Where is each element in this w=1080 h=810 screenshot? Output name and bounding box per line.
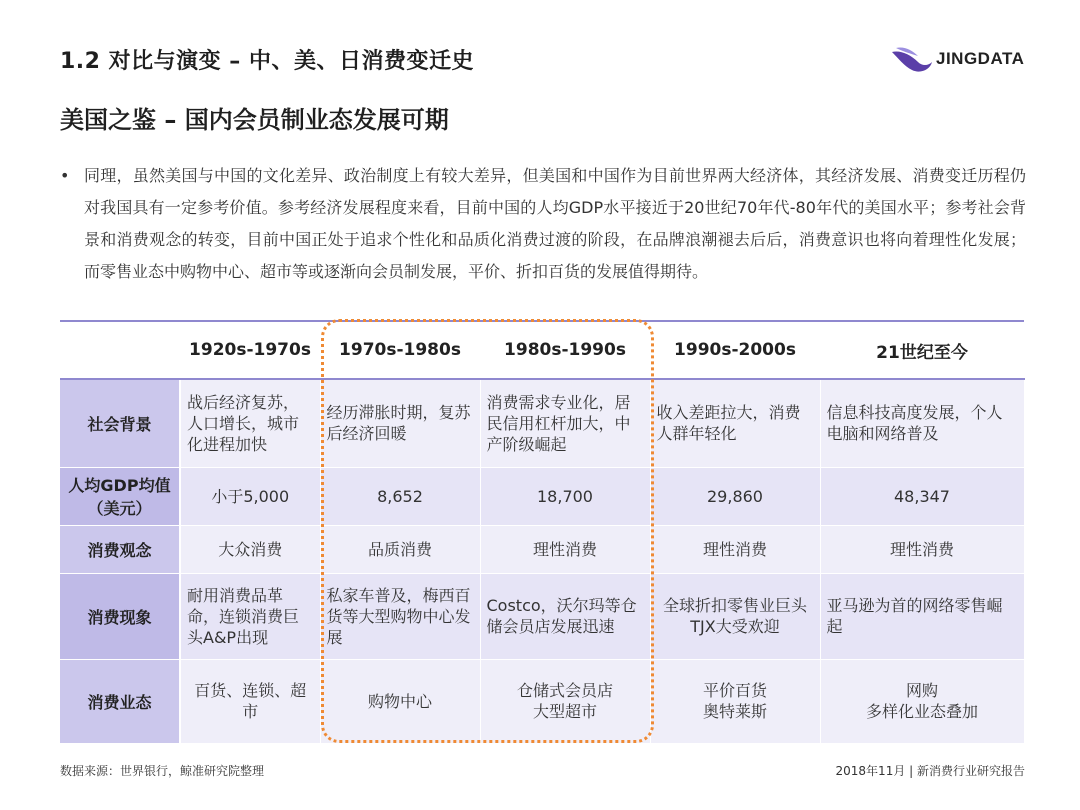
row-label: 消费观念 [60,525,180,573]
table-cell: 收入差距拉大，消费人群年轻化 [650,379,820,467]
row-label: 消费业态 [60,659,180,743]
report-date: 2018年11月 | 新消费行业研究报告 [835,764,1025,778]
table-cell: 29,860 [650,467,820,525]
row-label: 人均GDP均值（美元） [60,467,180,525]
table-cell: Costco，沃尔玛等仓储会员店发展迅速 [480,573,650,659]
sub-title: 美国之鉴 – 国内会员制业态发展可期 [60,106,449,134]
comparison-table [60,320,1025,744]
row-label: 社会背景 [60,379,180,467]
table-cell: 战后经济复苏，人口增长，城市化进程加快 [180,379,320,467]
section-title: 1.2 对比与演变 – 中、美、日消费变迁史 [60,49,474,74]
column-header: 1970s-1980s [320,321,480,379]
paragraph-text: 同理，虽然美国与中国的文化差异、政治制度上有较大差异，但美国和中国作为目前世界两大经济体，其经济发展、消费变迁历程仍对我国具有一定参考价值。参考经济发展程度来看，目前中国的人均GDP水平接近于20世纪70年代-80年代的美国水平；参考社会背景和消费观念的转变，目前中国正处于追求个性化和品质化消费过渡的阶段，在品牌浪潮褪去后后，消费意识也将向着理性化发展；而零售业态中购物中心、超市等或逐渐向会员制发展，平价、折扣百货的发展值得期待。 [84,166,1026,281]
logo-text: JINGDATA [936,49,1025,68]
table-cell: 18,700 [480,467,650,525]
table-row [60,659,1024,743]
table-cell: 仓储式会员店 大型超市 [480,659,650,743]
header-corner [60,321,180,379]
table-row [60,573,1024,659]
table-cell: 耐用消费品革命，连锁消费巨头A&P出现 [180,573,320,659]
column-header: 1980s-1990s [480,321,650,379]
column-header: 21世纪至今 [820,321,1024,379]
table-cell: 经历滞胀时期，复苏后经济回暖 [320,379,480,467]
table-cell: 购物中心 [320,659,480,743]
bullet: • [60,166,70,185]
table-row [60,525,1024,573]
intro-paragraph [60,160,1026,288]
table-cell: 理性消费 [650,525,820,573]
table-cell: 品质消费 [320,525,480,573]
table-cell: 私家车普及，梅西百货等大型购物中心发展 [320,573,480,659]
table-cell: 亚马逊为首的网络零售崛起 [820,573,1024,659]
row-label: 消费现象 [60,573,180,659]
table-cell: 信息科技高度发展，个人电脑和网络普及 [820,379,1024,467]
table-row [60,467,1024,525]
column-header: 1920s-1970s [180,321,320,379]
table-header-row [60,321,1024,379]
table-cell: 大众消费 [180,525,320,573]
table-cell: 网购 多样化业态叠加 [820,659,1024,743]
table-cell: 8,652 [320,467,480,525]
data-source: 数据来源：世界银行，鲸准研究院整理 [60,764,265,778]
table-cell: 48,347 [820,467,1024,525]
jingdata-logo [890,42,1040,76]
whale-logo-icon [890,44,934,74]
column-header: 1990s-2000s [650,321,820,379]
table-cell: 理性消费 [480,525,650,573]
table-cell: 消费需求专业化，居民信用杠杆加大，中产阶级崛起 [480,379,650,467]
table-cell: 全球折扣零售业巨头TJX大受欢迎 [650,573,820,659]
table-cell: 平价百货 奥特莱斯 [650,659,820,743]
table-row [60,379,1024,467]
table-cell: 小于5,000 [180,467,320,525]
table-cell: 理性消费 [820,525,1024,573]
table-cell: 百货、连锁、超市 [180,659,320,743]
